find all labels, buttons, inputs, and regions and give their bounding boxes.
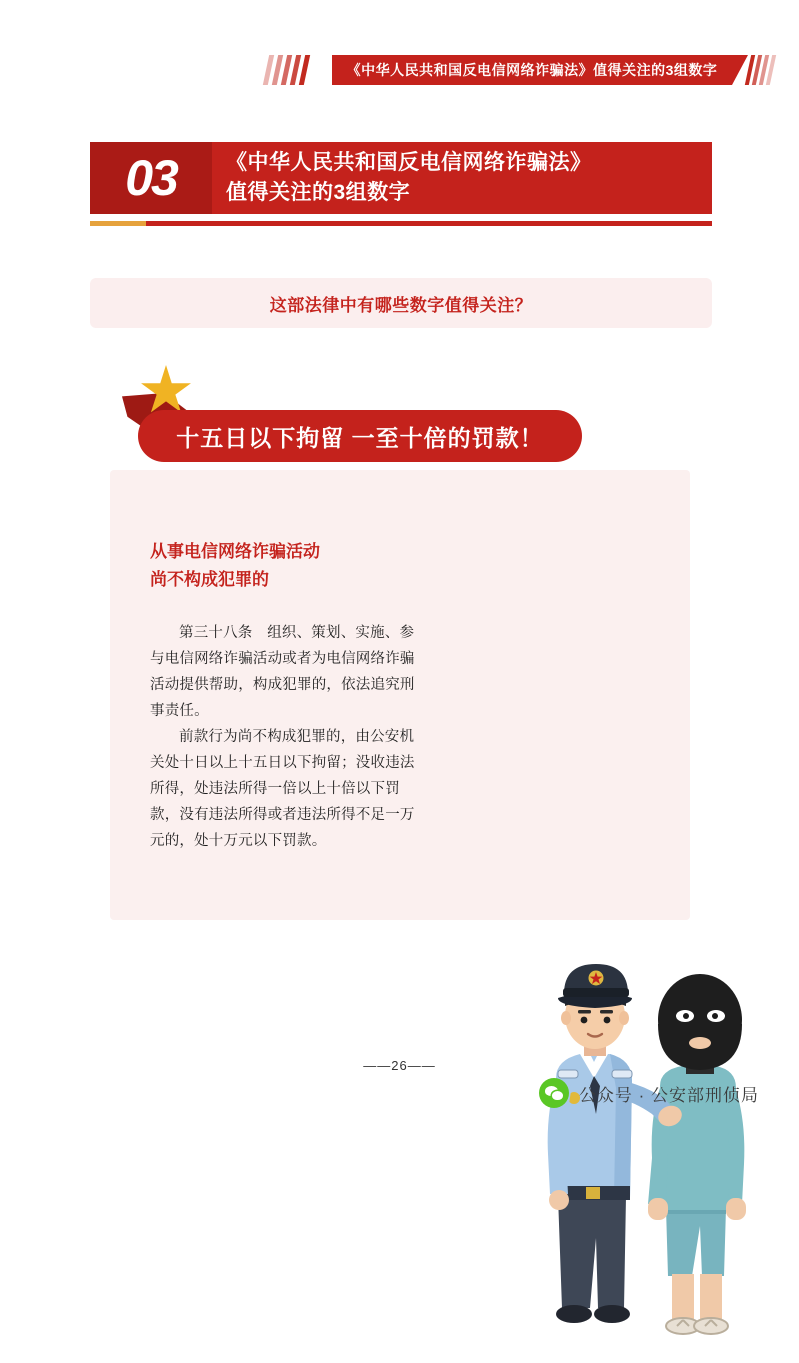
question-banner: 这部法律中有哪些数字值得关注？ — [90, 278, 712, 328]
footer-account — [539, 1078, 759, 1108]
highlight-banner: 十五日以下拘留 一至十倍的罚款！ — [138, 410, 582, 462]
footer-account-text: 公众号 · 公安部刑侦局 — [578, 1085, 759, 1105]
page-number: ——26—— — [363, 1058, 436, 1073]
wechat-icon — [539, 1078, 569, 1108]
diagonal-stripes-icon-right — [748, 55, 778, 85]
content-card — [110, 470, 690, 920]
section-underline-accent — [90, 221, 146, 226]
card-heading-line2: 尚不构成犯罪的 — [150, 570, 269, 589]
police-officer-arresting-suspect-illustration — [540, 958, 790, 1358]
law-paragraph-2: 前款行为尚不构成犯罪的，由公安机关处十日以上十五日以下拘留；没收违法所得，处违法所得一倍以上十倍以下罚款，没有违法所得或者违法所得不足一万元的，处十万元以下罚款。 — [150, 729, 415, 849]
section-title-block — [90, 142, 712, 214]
section-number: 03 — [90, 142, 212, 214]
law-paragraph-1: 第三十八条 组织、策划、实施、参与电信网络诈骗活动或者为电信网络诈骗活动提供帮助，构成犯罪的，依法追究刑事责任。 — [150, 625, 415, 719]
header-title: 《中华人民共和国反电信网络诈骗法》值得关注的3组数字 — [332, 55, 732, 85]
card-heading-line1: 从事电信网络诈骗活动 — [150, 542, 320, 561]
section-underline — [90, 221, 712, 226]
section-title-line1: 《中华人民共和国反电信网络诈骗法》 — [226, 151, 592, 174]
diagonal-stripes-icon — [266, 55, 332, 85]
card-heading — [150, 538, 430, 594]
section-title-line2: 值得关注的3组数字 — [226, 181, 411, 204]
card-body-text — [150, 620, 422, 854]
page-header — [0, 55, 799, 91]
section-title-text — [212, 142, 712, 214]
